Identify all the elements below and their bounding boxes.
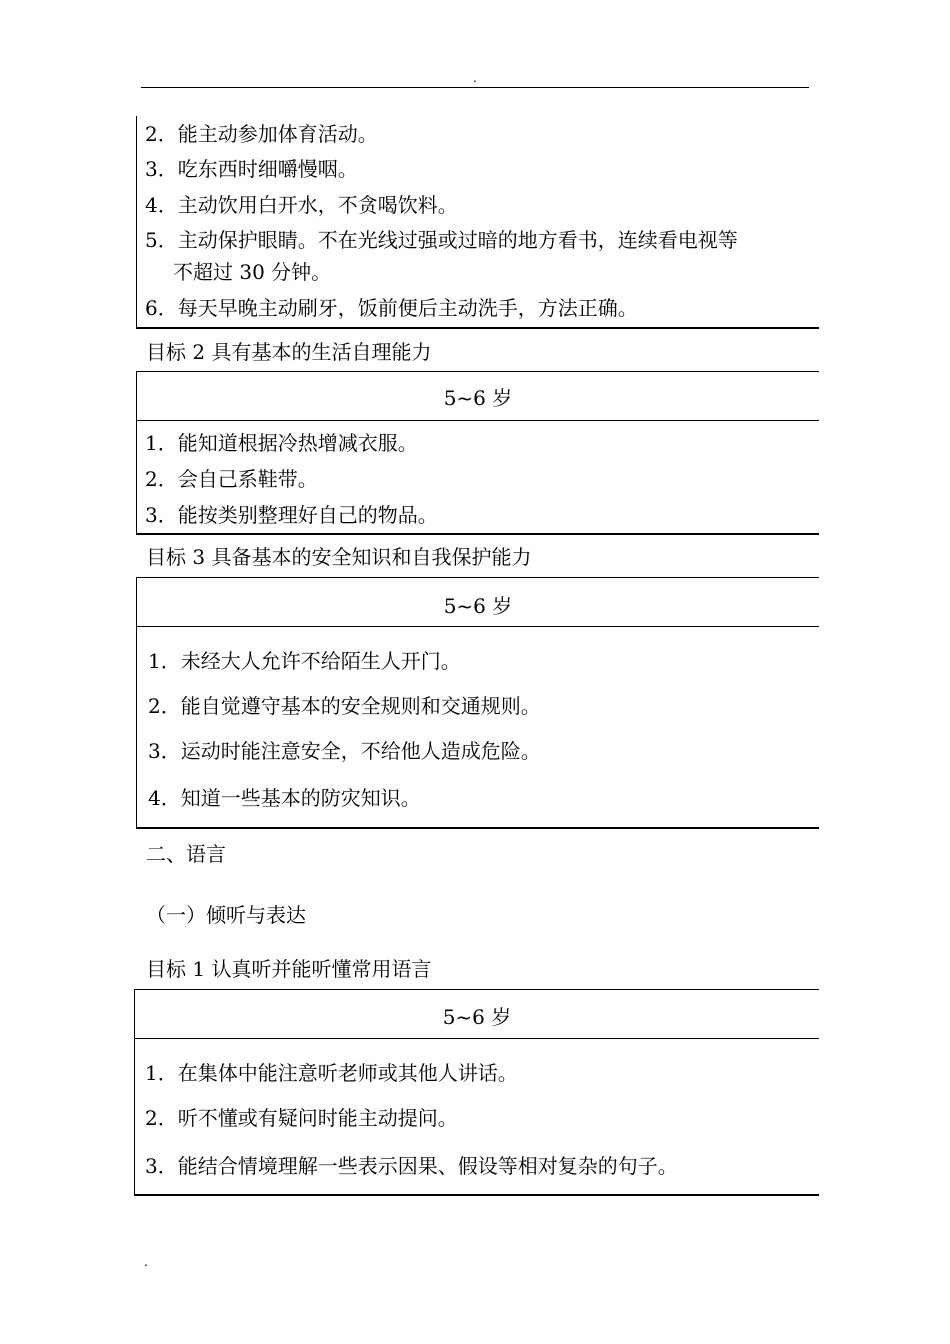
list-item: 6．每天早晚主动刷牙，饭前便后主动洗手，方法正确。: [145, 296, 638, 320]
list-item-continuation: 不超过 30 分钟。: [173, 260, 332, 284]
goal-3-title: 目标 3 具备基本的安全知识和自我保护能力: [146, 545, 532, 569]
lang-goal-1-title: 目标 1 认真听并能听懂常用语言: [146, 957, 432, 981]
table-goal-3: [136, 577, 819, 829]
age-header: 5~6 岁: [443, 386, 513, 410]
footer-mark: .: [144, 1255, 148, 1269]
section-title: 二、语言: [146, 842, 226, 866]
table-goal-2: [136, 371, 819, 535]
age-header: 5~6 岁: [443, 594, 513, 618]
list-item: 3．吃东西时细嚼慢咽。: [145, 157, 358, 181]
table-lang-goal-1: [134, 989, 819, 1196]
age-header: 5~6 岁: [442, 1005, 512, 1029]
list-item: 3．运动时能注意安全，不给他人造成危险。: [148, 739, 541, 763]
list-item: 2．能自觉遵守基本的安全规则和交通规则。: [148, 694, 541, 718]
list-item: 4．主动饮用白开水，不贪喝饮料。: [145, 193, 458, 217]
list-item: 1．能知道根据冷热增减衣服。: [145, 431, 418, 455]
table-rule: [137, 626, 819, 627]
list-item: 2．会自己系鞋带。: [145, 467, 318, 491]
header-mark: .: [473, 71, 477, 85]
list-item: 2．听不懂或有疑问时能主动提问。: [145, 1106, 458, 1130]
table-rule: [137, 420, 819, 421]
list-item: 1．未经大人允许不给陌生人开门。: [148, 649, 461, 673]
subsection-title: （一）倾听与表达: [146, 903, 306, 927]
header-rule: [141, 87, 809, 88]
list-item: 4．知道一些基本的防灾知识。: [148, 786, 421, 810]
list-item: 1．在集体中能注意听老师或其他人讲话。: [145, 1061, 518, 1085]
table-rule: [135, 1038, 819, 1039]
list-item: 5．主动保护眼睛。不在光线过强或过暗的地方看书，连续看电视等: [145, 228, 738, 252]
list-item: 3．能按类别整理好自己的物品。: [145, 503, 438, 527]
goal-2-title: 目标 2 具有基本的生活自理能力: [146, 340, 432, 364]
table-health-continued: [136, 116, 819, 329]
list-item: 3．能结合情境理解一些表示因果、假设等相对复杂的句子。: [145, 1154, 678, 1178]
list-item: 2．能主动参加体育活动。: [145, 122, 378, 146]
